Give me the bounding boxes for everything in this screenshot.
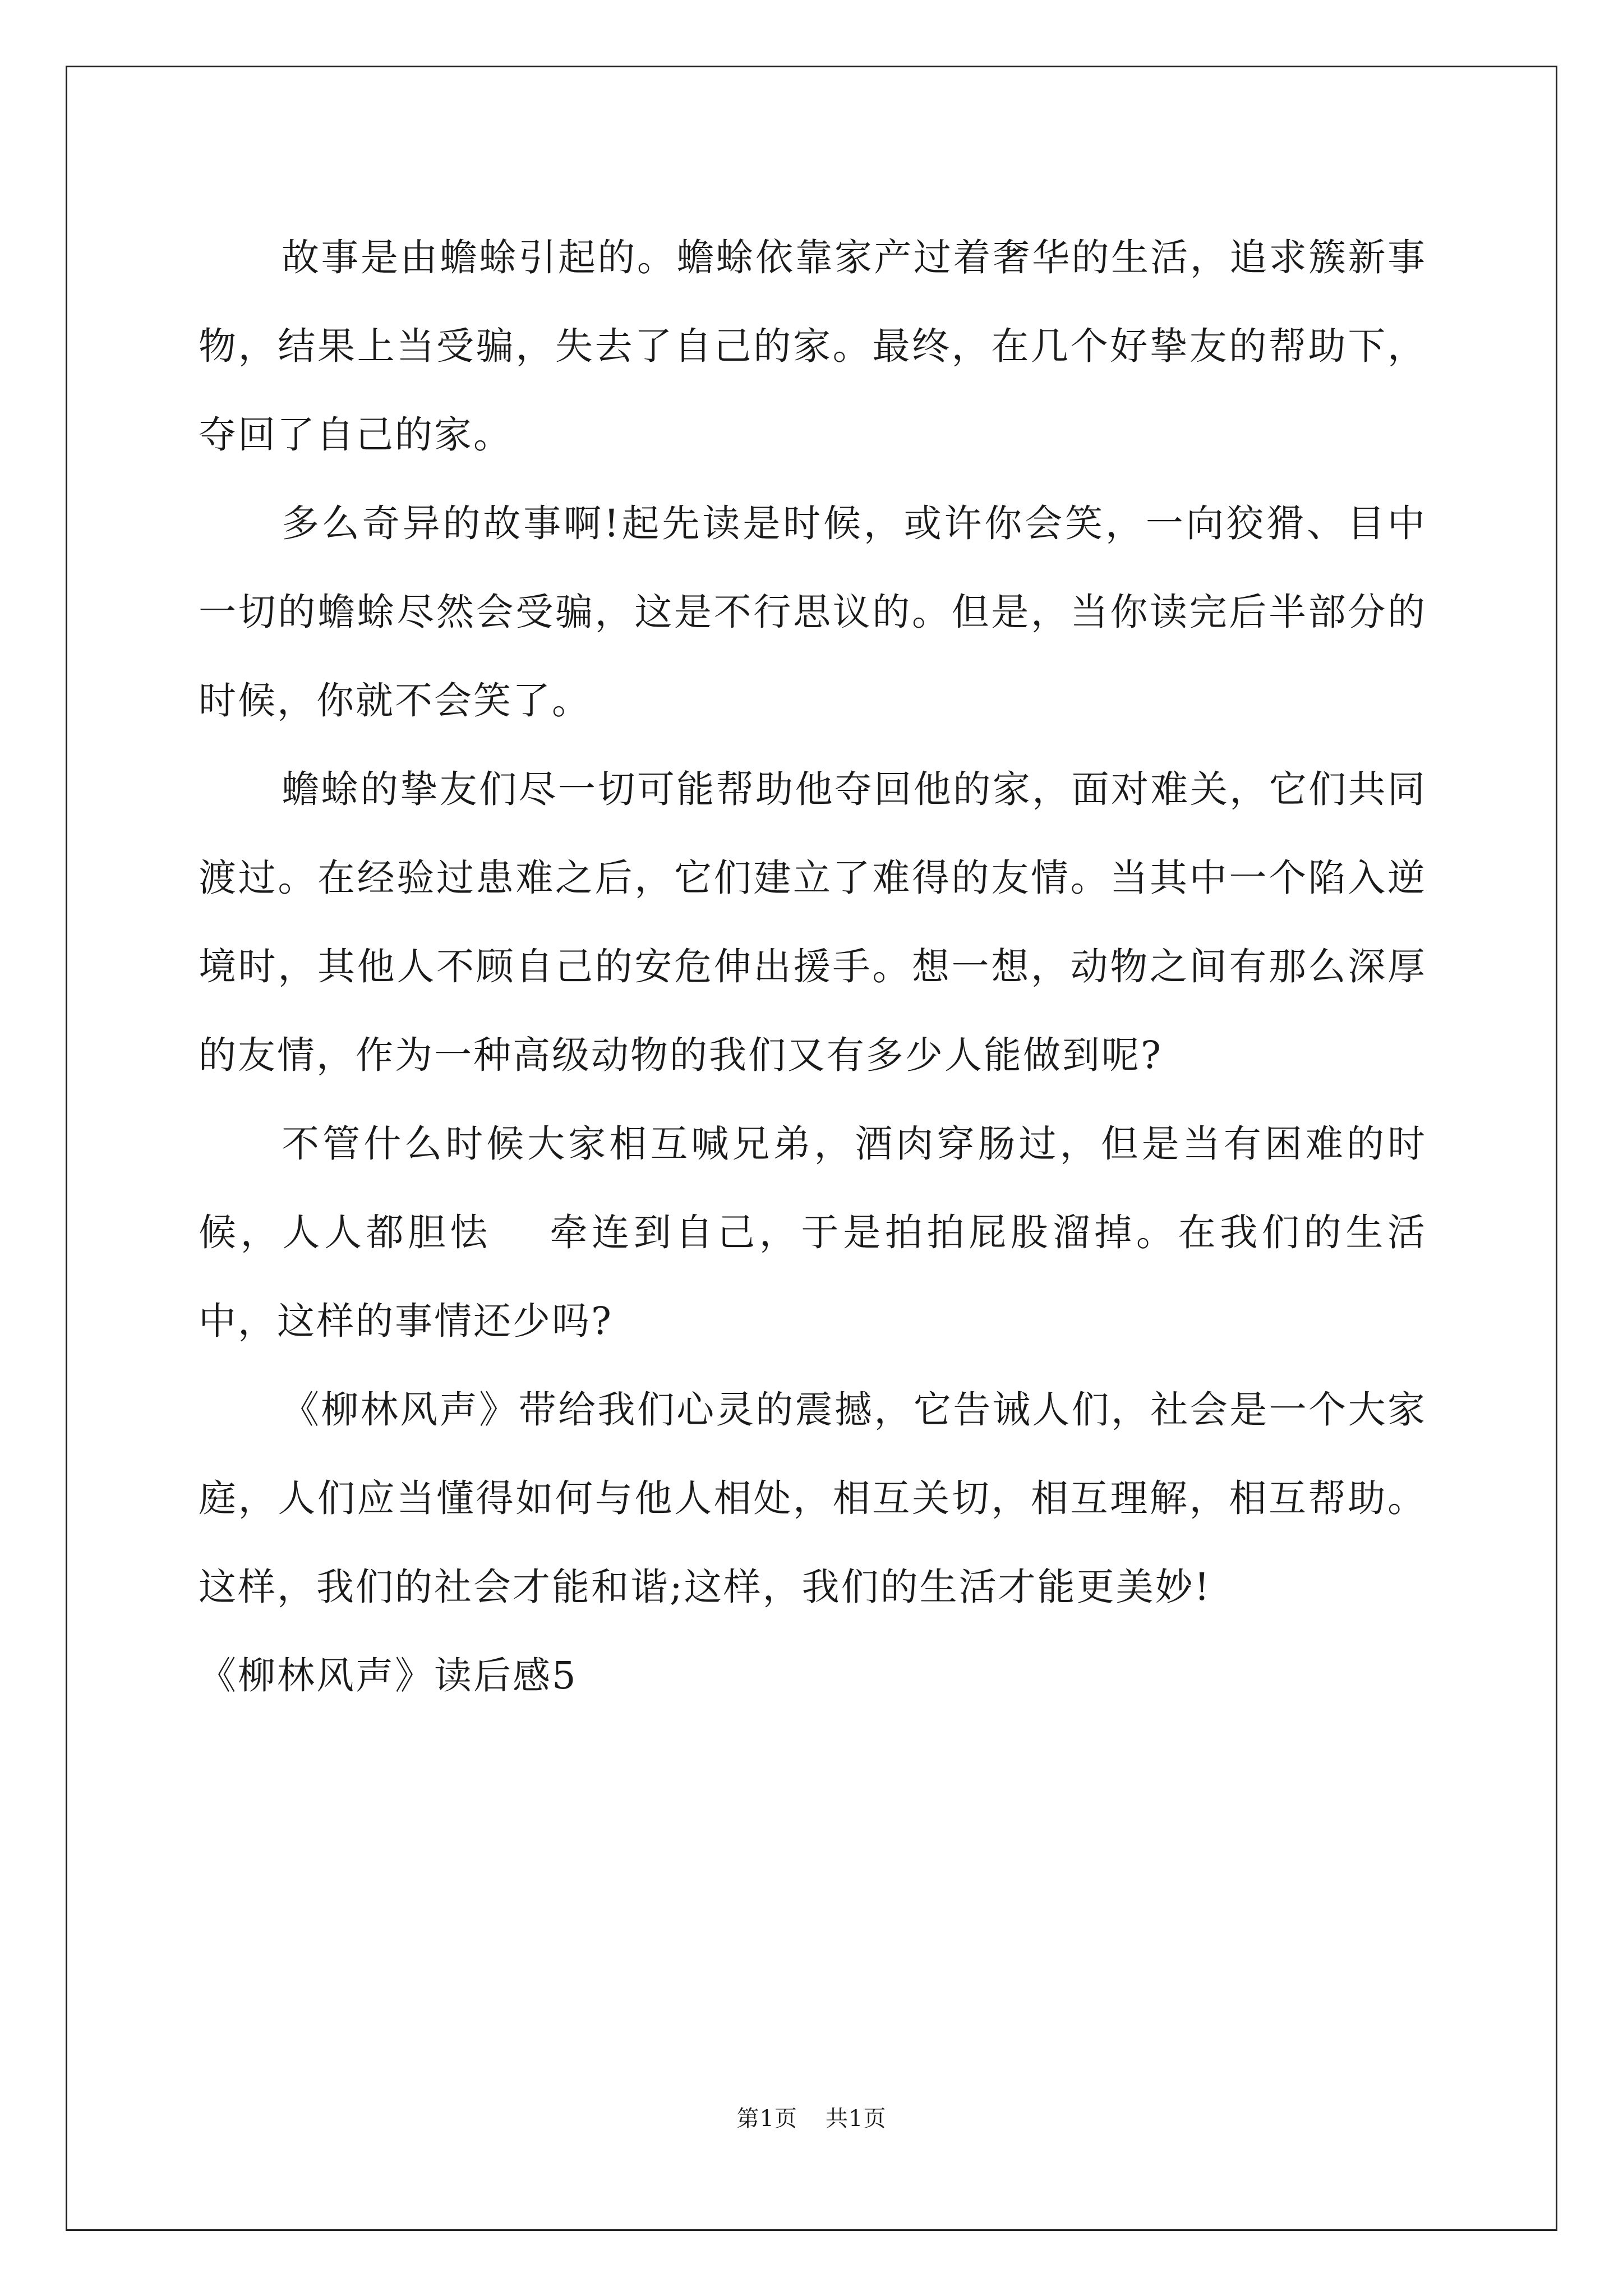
- section-heading: 《柳林风声》读后感5: [199, 1654, 578, 1697]
- paragraph-2: 多么奇异的故事啊!起先读是时候，或许你会笑，一向狡猾、目中一切的蟾蜍尽然会受骗，这是不行思议的。但是，当你读完后半部分的时候，你就不会笑了。: [199, 501, 1427, 723]
- paragraph-1: 故事是由蟾蜍引起的。蟾蜍依靠家产过着奢华的生活，追求簇新事物，结果上当受骗，失去了自己的家。最终，在几个好挚友的帮助下，夺回了自己的家。: [199, 236, 1427, 457]
- paragraph-4: 不管什么时候大家相互喊兄弟，酒肉穿肠过，但是当有困难的时候，人人都胆怯 牵连到自己，于是拍拍屁股溜掉。在我们的生活中，这样的事情还少吗?: [199, 1122, 1427, 1343]
- page-total: 共1页: [826, 2106, 887, 2132]
- paragraph-3: 蟾蜍的挚友们尽一切可能帮助他夺回他的家，面对难关，它们共同渡过。在经验过患难之后，它们建立了难得的友情。当其中一个陷入逆境时，其他人不顾自己的安危伸出援手。想一想，动物之间有那么深厚的友情，作为一种高级动物的我们又有多少人能做到呢?: [199, 767, 1427, 1077]
- page-number: 第1页: [736, 2106, 797, 2132]
- paragraph-5: 《柳林风声》带给我们心灵的震撼，它告诫人们，社会是一个大家庭，人们应当懂得如何与他人相处，相互关切，相互理解，相互帮助。这样，我们的社会才能和谐;这样，我们的生活才能更美妙!: [199, 1388, 1427, 1609]
- document-body: [199, 213, 1427, 1720]
- page-footer: [0, 2101, 1623, 2133]
